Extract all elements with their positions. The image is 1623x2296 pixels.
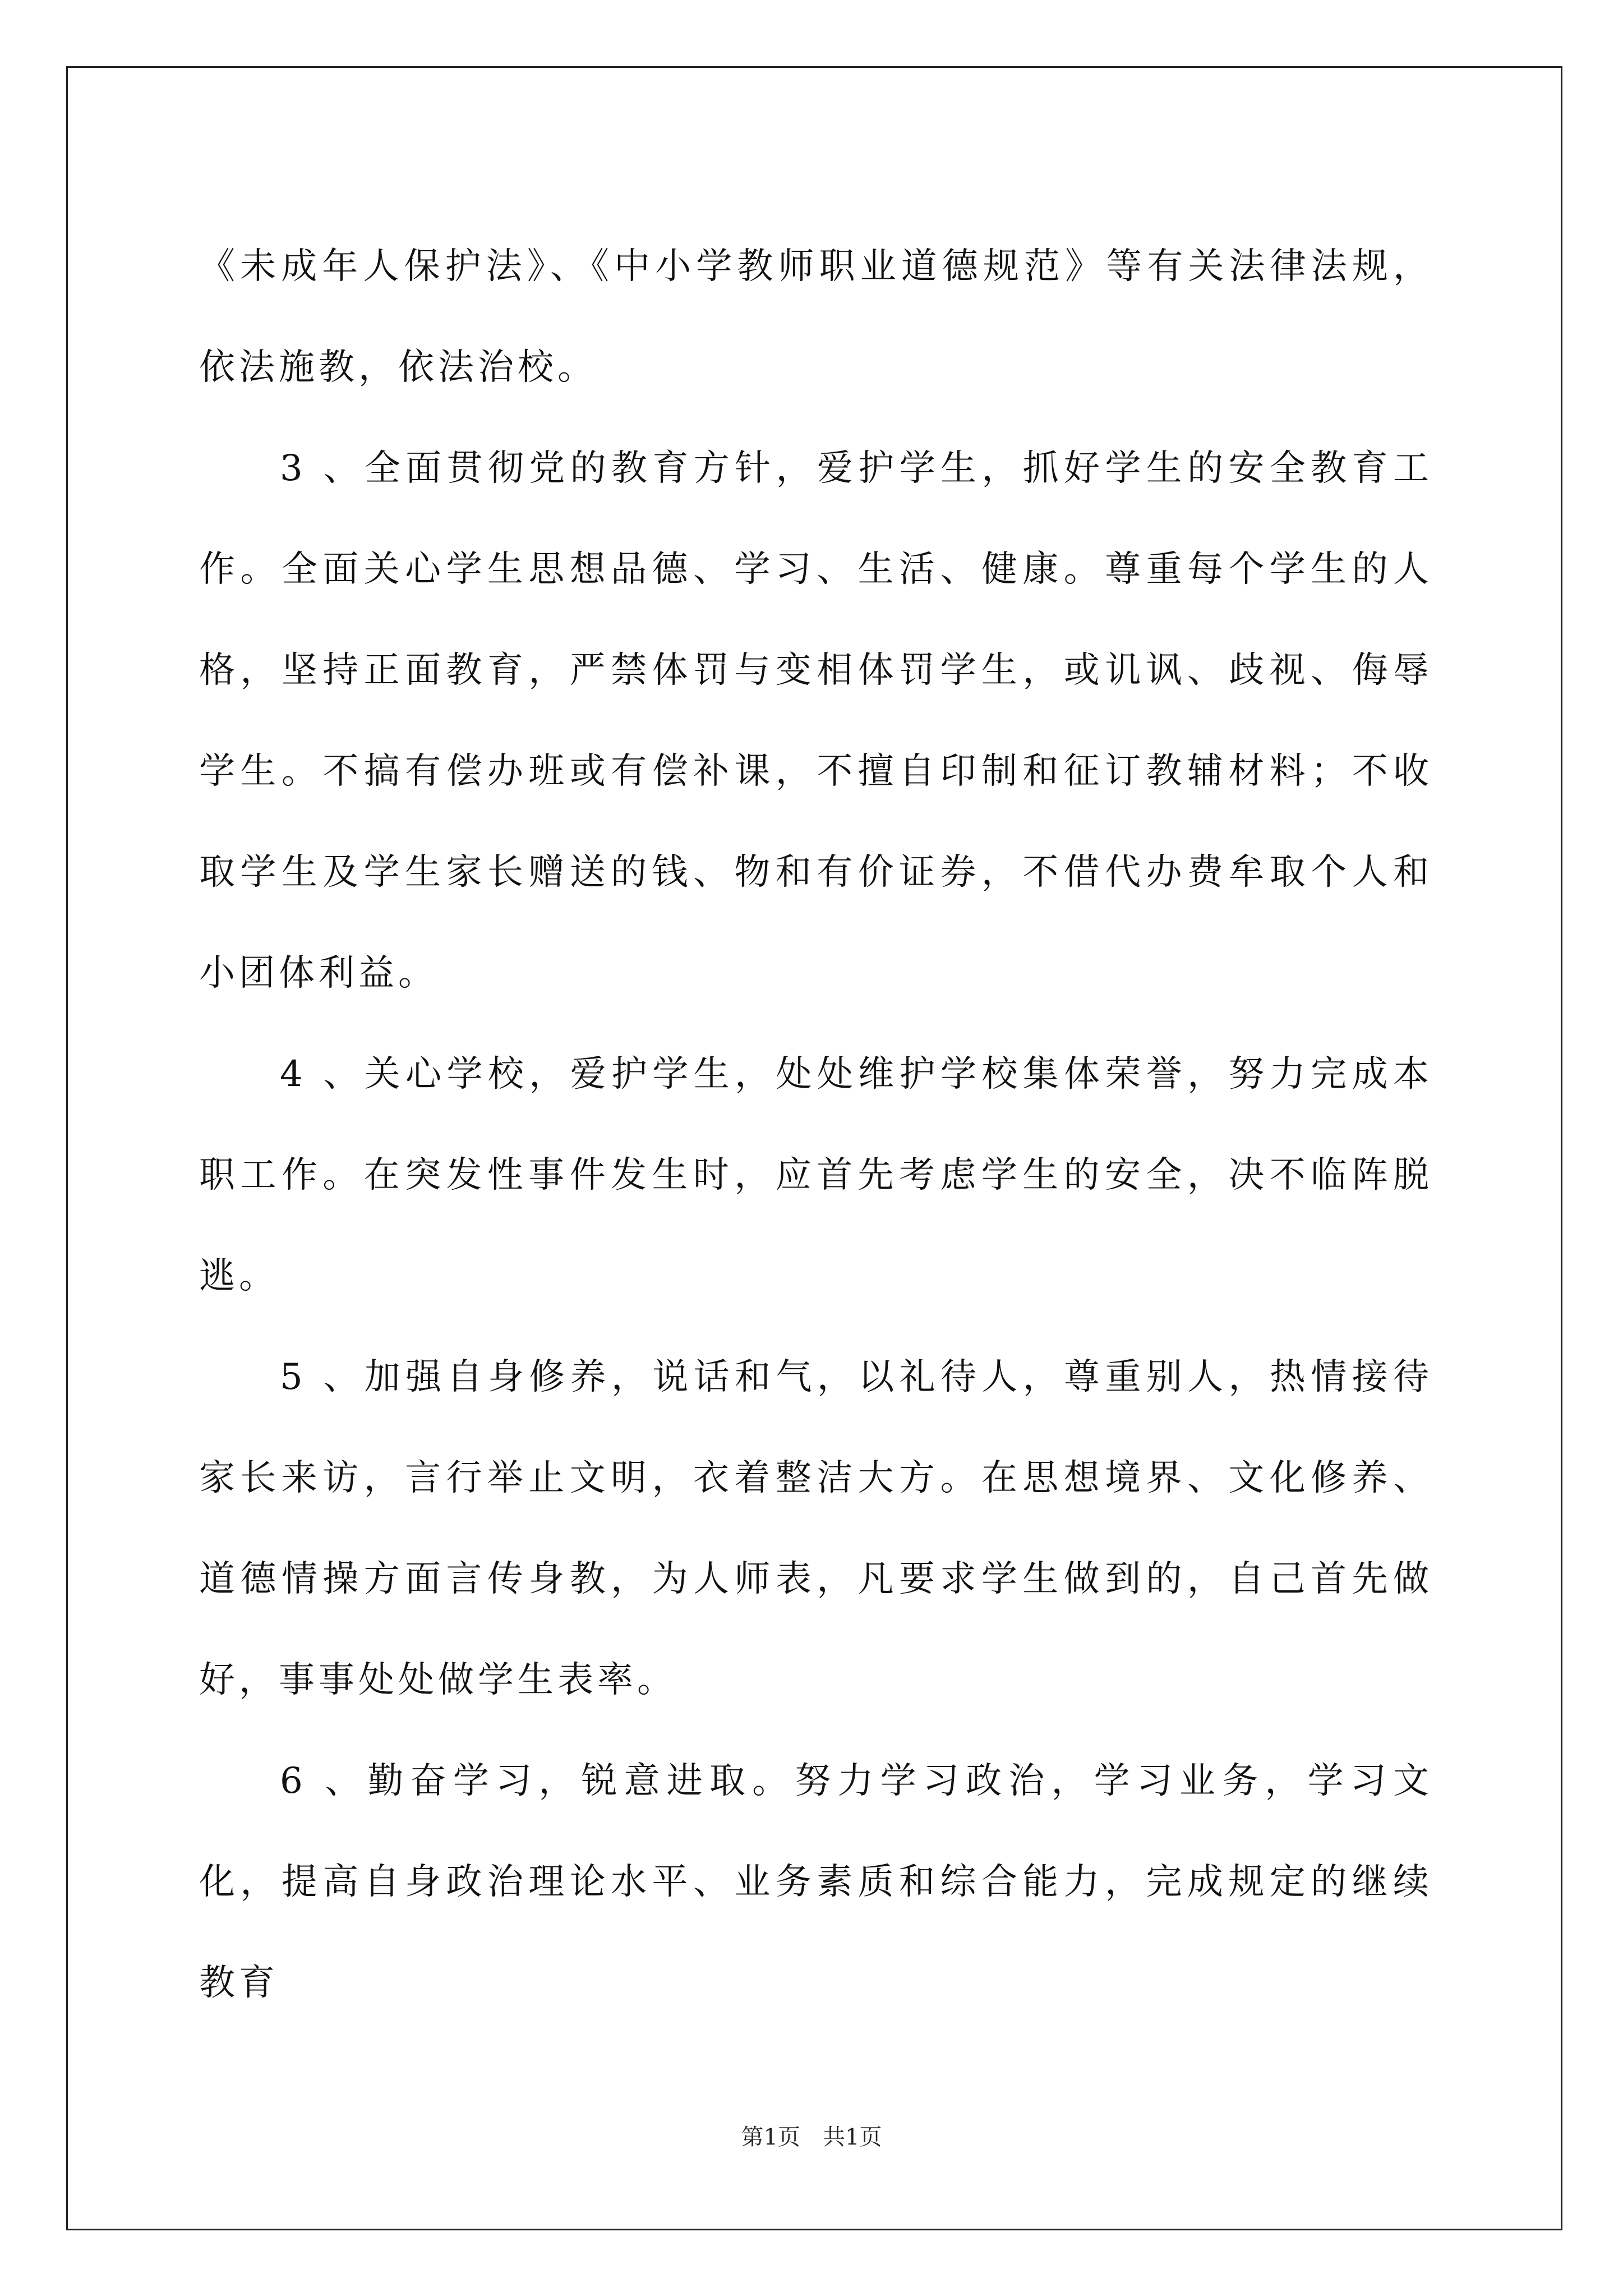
paragraph-item-6: 6 、勤奋学习，锐意进取。努力学习政治，学习业务，学习文化，提高自身政治理论水平、业务素质和综合能力，完成规定的继续教育 (199, 1760, 1433, 2004)
paragraph-item-4: 4 、关心学校，爱护学生，处处维护学校集体荣誉，努力完成本职工作。在突发性事件发生时，应首先考虑学生的安全，决不临阵脱逃。 (199, 1053, 1433, 1297)
paragraph-item-3: 3 、全面贯彻党的教育方针，爱护学生，抓好学生的安全教育工作。全面关心学生思想品德、学习、生活、健康。尊重每个学生的人格，坚持正面教育，严禁体罚与变相体罚学生，或讥讽、歧视、侮辱学生。不搞有偿办班或有偿补课，不擅自印制和征订教辅材料；不收取学生及学生家长赠送的钱、物和有价证券，不借代办费牟取个人和小团体利益。 (199, 448, 1433, 994)
paragraph-continuation: 《未成年人保护法》、《中小学教师职业道德规范》等有关法律法规，依法施教，依法治校。 (199, 246, 1433, 388)
page-number: 第1页 (741, 2124, 800, 2150)
document-body (199, 216, 1433, 2033)
page-footer (0, 2122, 1623, 2153)
page-total: 共1页 (823, 2124, 882, 2150)
paragraph-item-5: 5 、加强自身修养，说话和气，以礼待人，尊重别人，热情接待家长来访，言行举止文明，衣着整洁大方。在思想境界、文化修养、道德情操方面言传身教，为人师表，凡要求学生做到的，自己首先做好，事事处处做学生表率。 (199, 1356, 1433, 1701)
